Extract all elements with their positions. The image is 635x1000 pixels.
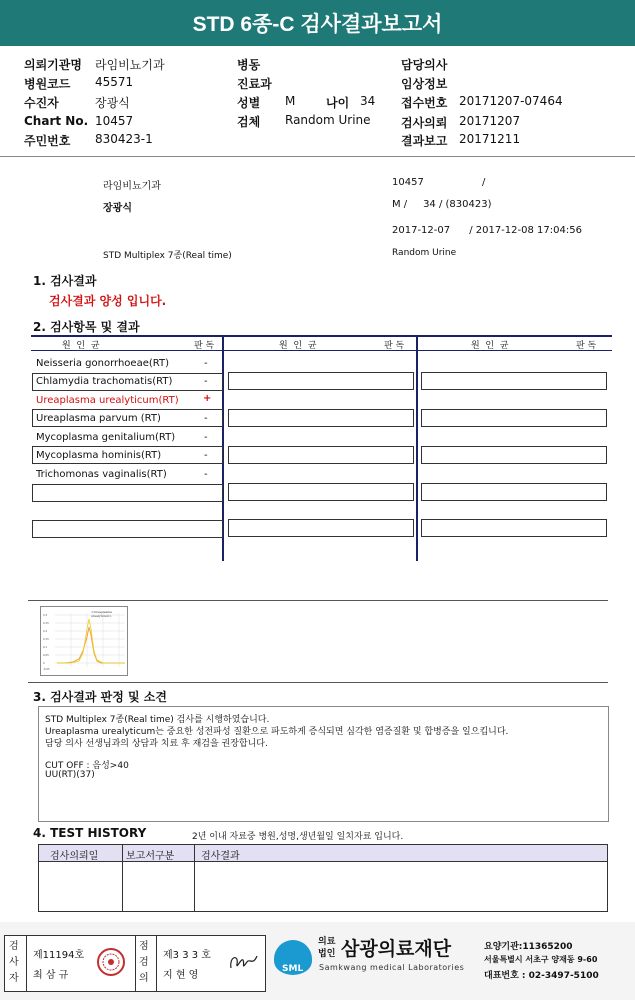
request-value: 20171207 (459, 114, 521, 128)
org-address: 서울특별시 서초구 양재동 9-60 (484, 955, 598, 964)
header-block (24, 56, 624, 151)
report-label: 결과보고 (401, 134, 448, 148)
col3-pathogen: 원 인 균 (471, 341, 509, 351)
history-table (38, 844, 608, 912)
table-divider-2 (416, 335, 418, 561)
empty-box (421, 483, 607, 501)
y-tick: -0.05 (43, 668, 50, 671)
institution-label: 의뢰기관명 (24, 58, 82, 72)
logo-small-2: 법인 (318, 949, 336, 959)
org-english: Samkwang medical Laboratories (319, 963, 465, 972)
opinion-line: 담당 의사 선생님과의 상담과 치료 후 재검을 권장합니다. (45, 739, 268, 749)
sml-logo-icon (270, 937, 316, 977)
y-tick: 0.25 (43, 622, 49, 625)
examiner-name: 최 삼 규 (33, 970, 69, 981)
info-patient: 장광식 (103, 203, 132, 214)
history-note: 2년 이내 자료중 병원,성명,생년월일 일치자료 입니다. (192, 832, 404, 842)
opinion-line: Ureaplasma urealyticum는 중요한 성전파성 질환으로 파도하게 증식되면 심각한 염증질환 및 합병증을 일으킵니다. (45, 727, 509, 737)
specimen-label: 검체 (237, 115, 261, 129)
empty-box (421, 372, 607, 390)
logo-text: SML (282, 964, 304, 974)
empty-box (32, 484, 223, 502)
graph-legend-2: urealyticum> (91, 614, 112, 618)
amplification-graph (40, 606, 128, 676)
graph-legend-1: <Ureaplasma (91, 610, 112, 614)
hospital-code-label: 병원코드 (24, 77, 71, 91)
info-institution: 라임비뇨기과 (103, 181, 161, 192)
chart-label: Chart No. (24, 114, 89, 128)
info-dates: 2017-12-07 / 2017-12-08 17:04:56 (392, 225, 582, 236)
history-divider (194, 845, 195, 911)
col1-pathogen: 원 인 균 (62, 341, 100, 351)
patient-label: 수진자 (24, 96, 59, 110)
dept-label: 진료과 (237, 77, 272, 91)
opinion-line: UU(RT)(37) (45, 770, 95, 780)
y-tick: 0.3 (43, 614, 48, 617)
curve-yellow (57, 619, 125, 663)
examiner-no: 제11194호 (33, 950, 85, 961)
graph-top-rule (28, 600, 608, 601)
history-col: 보고서구분 (126, 851, 175, 862)
curve-orange (57, 627, 125, 663)
institution-value: 라임비뇨기과 (95, 58, 165, 72)
item-mark: - (204, 376, 208, 387)
y-tick: 0.2 (43, 630, 48, 633)
report-value: 20171211 (459, 132, 521, 146)
item-name-positive: Ureaplasma urealyticum(RT) (36, 395, 179, 406)
checker-no: 제3 3 3 호 (163, 950, 211, 961)
section1-title: 1. 검사결과 (33, 274, 97, 288)
org-name: 삼광의료재단 (341, 938, 452, 960)
empty-box (32, 520, 223, 538)
result-positive: 검사결과 양성 입니다. (49, 294, 167, 308)
rrn-label: 주민번호 (24, 134, 71, 148)
empty-box (421, 409, 607, 427)
item-name: Chlamydia trachomatis(RT) (36, 376, 173, 387)
empty-box (421, 446, 607, 464)
info-sexage: M / 34 / (830423) (392, 199, 492, 210)
y-tick: 0.15 (43, 638, 49, 641)
item-name: Mycoplasma genitalium(RT) (36, 432, 176, 443)
logo-small-1: 의료 (318, 937, 336, 947)
patient-value: 장광식 (95, 96, 130, 110)
history-col: 검사의뢰일 (50, 851, 99, 862)
item-mark: - (204, 413, 208, 424)
info-chart: 10457 (392, 177, 424, 188)
graph-bottom-rule (28, 682, 608, 683)
sex-label: 성별 (237, 96, 261, 110)
opinion-box (38, 706, 609, 822)
col1-judge: 판 독 (194, 341, 215, 351)
hospital-code-value: 45571 (95, 75, 134, 89)
item-name: Mycoplasma hominis(RT) (36, 450, 162, 461)
age-value: 34 (360, 94, 376, 108)
amplification-curve-chart (41, 607, 127, 675)
report-title: STD 6종-C 검사결과보고서 (0, 0, 635, 46)
org-phone: 대표번호 : 02-3497-5100 (484, 971, 599, 981)
info-test: STD Multiplex 7종(Real time) (103, 251, 232, 261)
item-mark: - (204, 432, 208, 443)
history-header (39, 845, 607, 862)
empty-box (228, 519, 414, 537)
clinical-label: 임상정보 (401, 77, 448, 91)
opinion-line: CUT OFF : 음성>40 (45, 761, 129, 771)
signature-box (4, 935, 266, 992)
item-name: Ureaplasma parvum (RT) (36, 413, 161, 424)
item-name: Neisseria gonorrhoeae(RT) (36, 358, 169, 369)
table-header-rule (31, 350, 612, 351)
table-top-rule (31, 335, 612, 337)
age-label: 나이 (326, 96, 350, 110)
empty-box (228, 372, 414, 390)
ward-label: 병동 (237, 58, 261, 72)
header-divider (0, 156, 635, 157)
seal-icon (96, 947, 126, 977)
examiner-label: 검사자 (9, 941, 19, 984)
checker-name: 지 현 영 (163, 970, 199, 981)
signature-icon (227, 950, 259, 974)
item-mark-positive: + (203, 393, 212, 404)
item-mark: - (204, 358, 208, 369)
item-mark: - (204, 450, 208, 461)
empty-box (228, 483, 414, 501)
y-tick: 0.1 (43, 646, 48, 649)
section3-title: 3. 검사결과 판정 및 소견 (33, 690, 167, 704)
col3-judge: 판 독 (576, 341, 597, 351)
history-divider (122, 845, 123, 911)
receipt-value: 20171207-07464 (459, 94, 563, 108)
chart-value: 10457 (95, 114, 134, 128)
info-specimen: Random Urine (392, 248, 457, 258)
opinion-line: STD Multiplex 7종(Real time) 검사를 시행하였습니다. (45, 715, 270, 725)
y-tick: 0 (43, 662, 45, 665)
specimen-value: Random Urine (285, 113, 371, 127)
item-mark: - (204, 469, 208, 480)
sex-value: M (285, 94, 296, 108)
col2-judge: 판 독 (384, 341, 405, 351)
org-code: 요양기관:11365200 (484, 942, 573, 952)
doctor-label: 담당의사 (401, 58, 448, 72)
info-slash: / (482, 177, 486, 188)
receipt-label: 접수번호 (401, 96, 448, 110)
y-tick: 0.05 (43, 654, 49, 657)
empty-box (228, 446, 414, 464)
checker-label: 점검의 (139, 941, 149, 984)
request-label: 검사의뢰 (401, 116, 448, 130)
section2-title: 2. 검사항목 및 결과 (33, 320, 140, 334)
section4-title: 4. TEST HISTORY (33, 826, 147, 840)
rrn-value: 830423-1 (95, 132, 153, 146)
item-name: Trichomonas vaginalis(RT) (36, 469, 167, 480)
history-col: 검사결과 (201, 851, 240, 862)
empty-box (228, 409, 414, 427)
col2-pathogen: 원 인 균 (279, 341, 317, 351)
empty-box (421, 519, 607, 537)
